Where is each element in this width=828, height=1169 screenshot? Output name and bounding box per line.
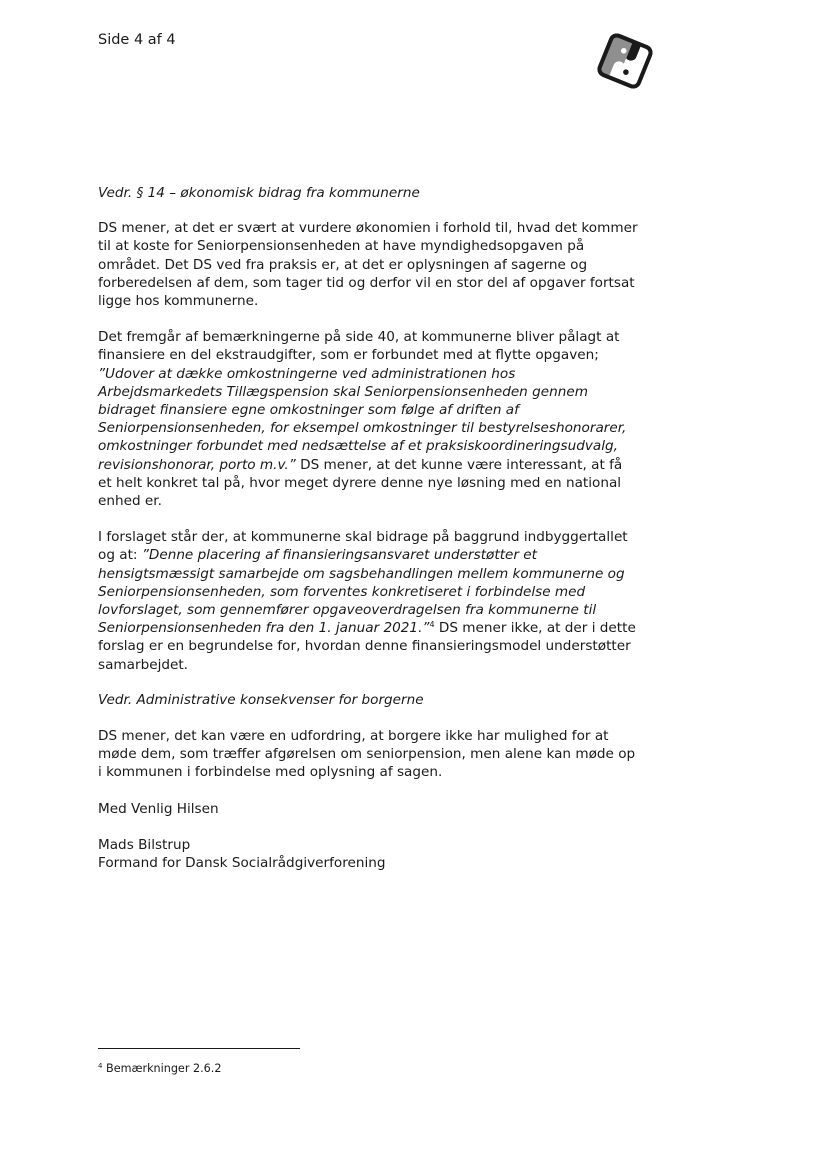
footnote-text: Bemærkninger 2.6.2 — [102, 1062, 222, 1075]
letter-body — [98, 184, 638, 872]
paragraph-text: DS mener, at det kunne være interessant, at få et helt konkret tal på, hvor meget dyrere denne nye løsning med en national enhed er. — [98, 456, 623, 510]
footnote — [98, 1062, 221, 1076]
paragraph — [98, 528, 638, 674]
paragraph: DS mener, det kan være en udfordring, at borgere ikke har mulighed for at møde dem, som træffer afgørelsen om seniorpension, men alene kan møde op i kommunen i forbindelse med oplysning af sagen. — [98, 728, 636, 781]
paragraph — [98, 328, 638, 510]
quotation: ”Udover at dække omkostningerne ved administrationen hos Arbejdsmarkedets Tillægspension skal Seniorpensionsenheden gennem bidraget finansiere egne omkostninger som følge af driften af Seniorpensionsenheden, for eksempel omkostninger til bestyrelseshonorarer, omkostninger forbundet med nedsættelse af et praksiskoordineringsudvalg, revisionshonorar, porto m.v.” — [98, 365, 627, 473]
footnote-divider — [98, 1048, 300, 1049]
quotation: ”Denne placering af finansieringsansvaret understøtter et hensigtsmæssigt samarbejde om sagsbehandlingen mellem kommunerne og Seniorpensionsenheden, som forventes konkretiseret i forbindelse med lovforslaget, som gennemfører opgaveoverdragelsen fra kommunerne til Seniorpensionsenheden fra den 1. januar 2021.” — [98, 547, 625, 637]
signer-title: Formand for Dansk Socialrådgiverforening — [98, 855, 386, 872]
paragraph-text: I forslaget står der, at kommunerne skal bidrage på baggrund indbyggertallet og at: — [98, 529, 628, 564]
footnote-number: 4 — [98, 1062, 103, 1070]
closing-greeting: Med Venlig Hilsen — [98, 800, 219, 817]
page-number: Side 4 af 4 — [98, 32, 176, 48]
ds-logo-icon — [594, 30, 656, 92]
paragraph: DS mener, at det er svært at vurdere økonomien i forhold til, hvad det kommer til at koste for Seniorpensionsenheden at have myndighedsopgaven på området. Det DS ved fra praksis er, at det er oplysningen af sagerne og forberedelsen af dem, som tager tid og derfor vil en stor del af opgaver fortsat ligge hos kommunerne. — [98, 220, 638, 310]
signer-name: Mads Bilstrup — [98, 836, 191, 853]
section-heading-economic: Vedr. § 14 – økonomisk bidrag fra kommunerne — [98, 185, 420, 201]
paragraph-text: Det fremgår af bemærkningerne på side 40, at kommunerne bliver pålagt at finansiere en del ekstraudgifter, som er forbundet med at flytte opgaven; — [98, 329, 620, 364]
section-heading-administrative: Vedr. Administrative konsekvenser for borgerne — [98, 691, 424, 708]
footnote-reference: 4 — [429, 620, 435, 630]
paragraph-text: DS mener ikke, at der i dette forslag er en begrundelse for, hvordan denne finansieringsmodel understøtter samarbejdet. — [98, 620, 636, 673]
